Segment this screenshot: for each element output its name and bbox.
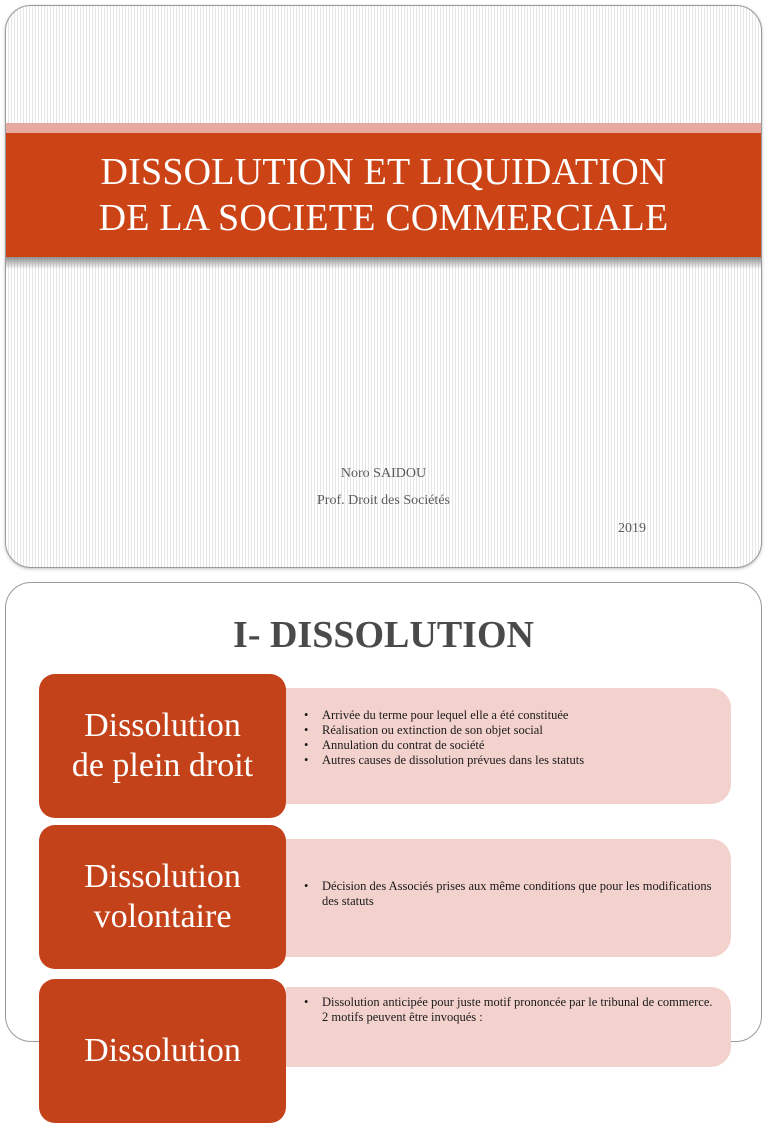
title-line-1: DISSOLUTION ET LIQUIDATION bbox=[100, 151, 667, 193]
detail-item: • Dissolution anticipée pour juste motif prononcée par le tribunal de commerce. 2 motifs peuvent être invoqués : bbox=[300, 995, 715, 1025]
category-detail-box bbox=[286, 839, 731, 957]
detail-list bbox=[300, 879, 715, 909]
category-label-box bbox=[39, 979, 286, 1123]
category-label-line-1: Dissolution bbox=[84, 858, 241, 895]
title-shadow bbox=[6, 257, 761, 269]
category-label-line-1: Dissolution bbox=[84, 1032, 241, 1069]
title-band bbox=[6, 133, 761, 257]
detail-item: • Arrivée du terme pour lequel elle a été constituée bbox=[300, 708, 715, 723]
year: 2019 bbox=[618, 521, 646, 536]
slide-heading: I- DISSOLUTION bbox=[233, 614, 534, 656]
category-detail-box bbox=[286, 688, 731, 804]
detail-item: • Annulation du contrat de société bbox=[300, 738, 715, 753]
category-label-box bbox=[39, 825, 286, 969]
dissolution-slide bbox=[5, 582, 762, 1069]
category-detail-box bbox=[286, 987, 731, 1067]
detail-list bbox=[300, 995, 715, 1025]
title-slide bbox=[5, 5, 762, 568]
category-label-line-2: volontaire bbox=[93, 898, 232, 935]
detail-item: • Autres causes de dissolution prévues dans les statuts bbox=[300, 753, 715, 768]
category-label-box bbox=[39, 674, 286, 818]
detail-item: • Réalisation ou extinction de son objet social bbox=[300, 723, 715, 738]
category-label-line-2: de plein droit bbox=[71, 747, 254, 784]
detail-list bbox=[300, 708, 715, 768]
category-label bbox=[72, 706, 253, 786]
category-label bbox=[84, 1031, 241, 1071]
detail-item: • Décision des Associés prises aux même conditions que pour les modifications des statuts bbox=[300, 879, 715, 909]
title-line-2: DE LA SOCIETE COMMERCIALE bbox=[98, 197, 669, 239]
category-label-line-1: Dissolution bbox=[84, 707, 241, 744]
author-role: Prof. Droit des Sociétés bbox=[317, 493, 450, 508]
author-name: Noro SAIDOU bbox=[340, 466, 427, 481]
category-label bbox=[84, 857, 241, 937]
title-accent-stripe bbox=[6, 123, 761, 133]
presentation-title bbox=[64, 149, 704, 241]
